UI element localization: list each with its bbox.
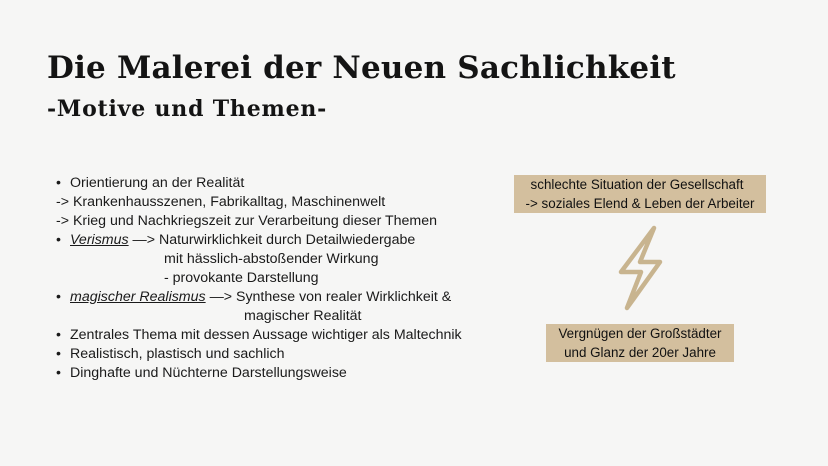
list-continuation [56,307,462,326]
bullet-marker: • [56,175,61,191]
slide-subtitle: -Motive und Themen- [47,96,328,122]
list-item-text: Dinghafte und Nüchterne Darstellungsweise [70,365,347,381]
list-item [56,364,462,383]
bullet-marker: • [56,232,61,248]
list-item [56,231,462,250]
list-item [56,174,462,193]
list-item-text: —> Synthese von realer Wirklichkeit & [205,289,452,305]
list-continuation-text: mit hässlich-abstoßender Wirkung [164,251,379,267]
callout-line: Vergnügen der Großstädter [558,326,722,341]
list-item-text: —> Naturwirklichkeit durch Detailwiedergabe [128,232,416,248]
term-verismus: Verismus [70,232,129,248]
list-item [56,326,462,345]
callout-line: und Glanz der 20er Jahre [564,345,716,360]
callout-line: -> soziales Elend & Leben der Arbeiter [525,196,755,211]
callout-line: schlechte Situation der Gesellschaft [530,177,744,192]
slide-title: Die Malerei der Neuen Sachlichkeit [47,50,676,86]
list-continuation [56,250,462,269]
callout-city-life [546,324,734,362]
list-subitem [56,193,462,212]
callout-society [514,175,766,213]
list-continuation-text: - provokante Darstellung [164,270,319,286]
list-continuation [56,269,462,288]
list-item-text: Zentrales Thema mit dessen Aussage wichtiger als Maltechnik [70,327,462,343]
list-item-text: Orientierung an der Realität [70,175,245,191]
bullet-list [56,174,462,383]
list-item [56,345,462,364]
list-item-text: Realistisch, plastisch und sachlich [70,346,285,362]
list-subitem-text: -> Krieg und Nachkriegszeit zur Verarbeitung dieser Themen [56,213,438,229]
bullet-marker: • [56,365,61,381]
list-subitem-text: -> Krankenhausszenen, Fabrikalltag, Maschinenwelt [56,194,386,210]
list-continuation-text: magischer Realität [244,308,362,324]
list-subitem [56,212,462,231]
bullet-marker: • [56,346,61,362]
bullet-marker: • [56,289,61,305]
term-magischer-realismus: magischer Realismus [70,289,206,305]
lightning-bolt-icon [614,224,666,312]
bullet-marker: • [56,327,61,343]
list-item [56,288,462,307]
